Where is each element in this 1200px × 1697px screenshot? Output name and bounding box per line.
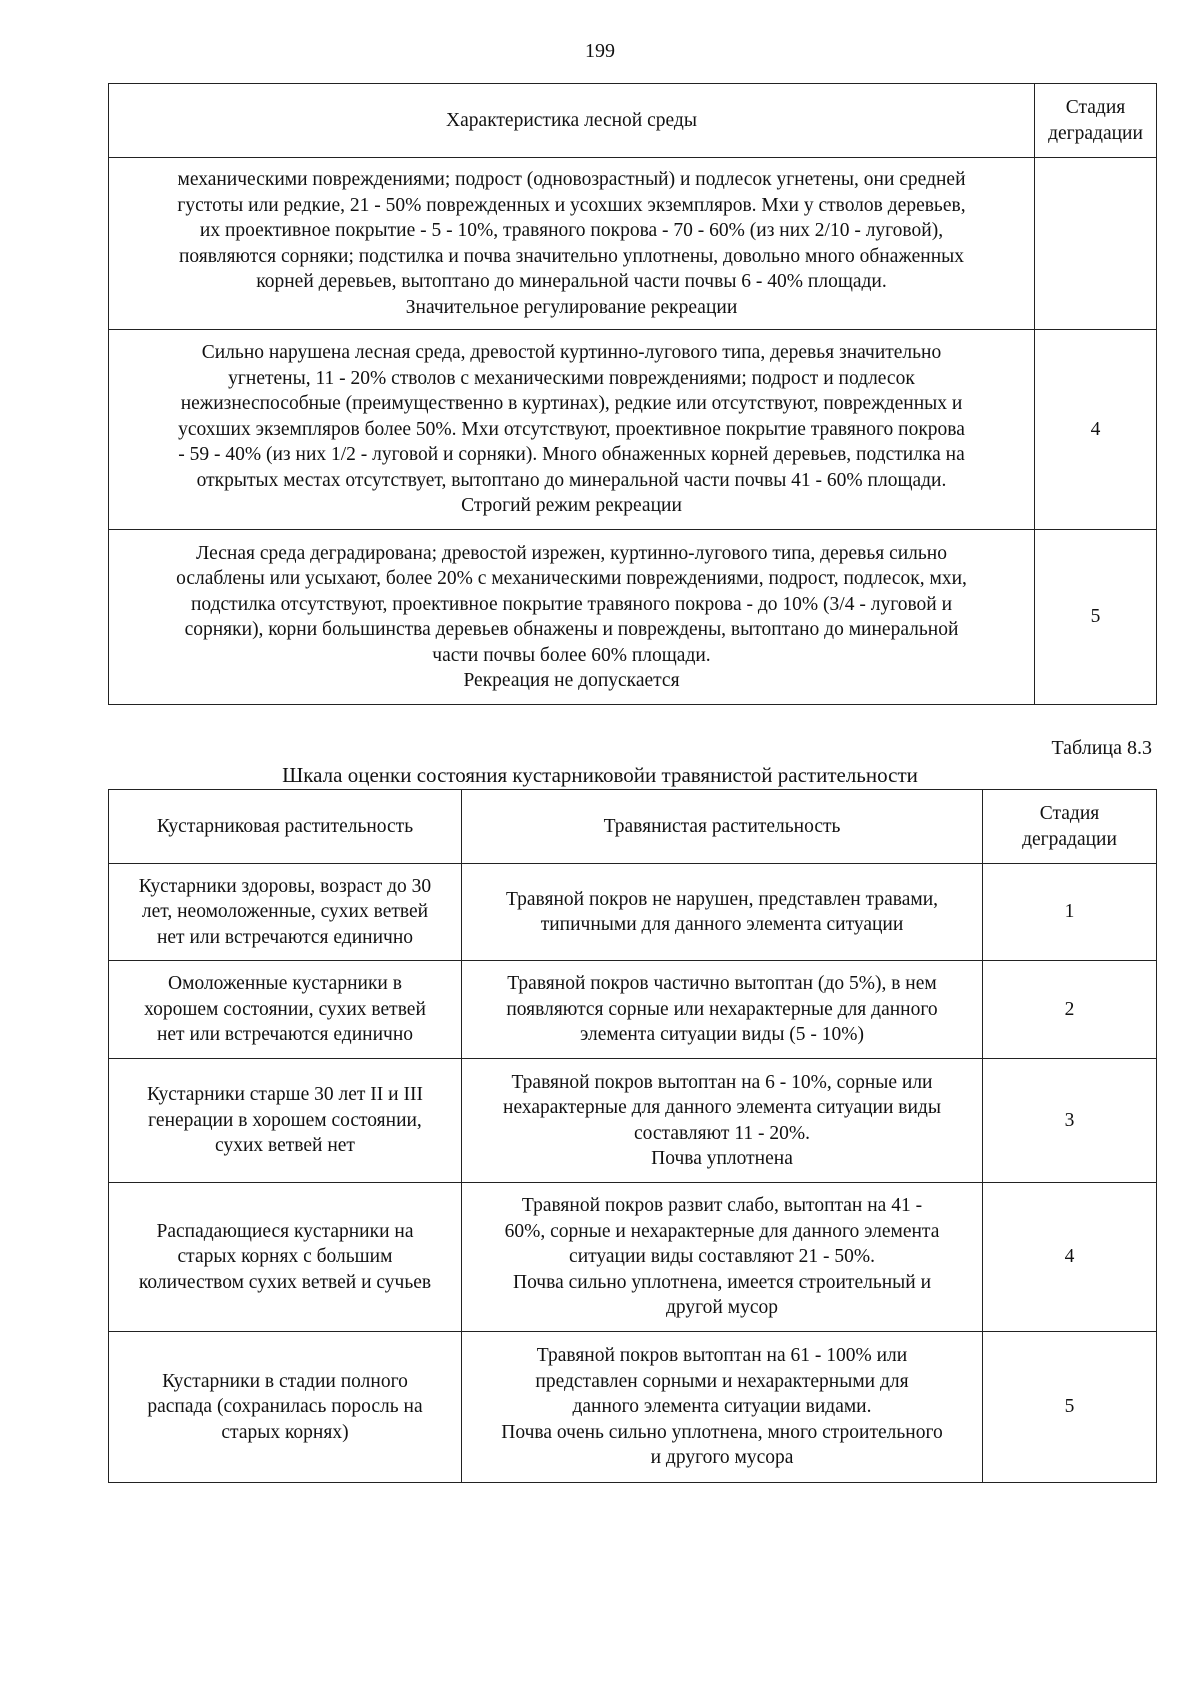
text-line: механическими повреждениями; подрост (одновозрастный) и подлесок угнетены, они средней	[177, 169, 966, 190]
text-line: усохших экземпляров более 50%. Мхи отсутствуют, проективное покрытие травяного покрова	[178, 418, 965, 440]
text-line: появляются сорные или нехарактерные для данного	[506, 998, 938, 1020]
text-line: старых корнях)	[221, 1421, 349, 1443]
text-line: Травяной покров вытоптан на 6 - 10%, сорные или	[511, 1071, 933, 1093]
text-line: - 59 - 40% (из них 1/2 - луговой и сорняки). Много обнаженных корней деревьев, подстилка на	[178, 444, 965, 466]
page-number: 199	[585, 40, 615, 62]
header-line: Стадия	[1065, 97, 1126, 118]
column-header-herb: Травянистая растительность	[462, 790, 983, 864]
header-line: деградации	[1048, 122, 1143, 144]
text-line: Кустарники здоровы, возраст до 30	[138, 875, 432, 897]
column-header-stage	[1035, 84, 1157, 158]
text-line: Почва очень сильно уплотнена, много строительного	[501, 1421, 943, 1443]
text-line: Сильно нарушена лесная среда, древостой куртинно-лугового типа, деревья значительно	[201, 342, 942, 364]
stage-cell: 5	[983, 1332, 1157, 1483]
text-line: нежизнеспособные (преимущественно в куртинах), редкие или отсутствуют, поврежденных и	[180, 393, 963, 415]
text-line: Травяной покров развит слабо, вытоптан на 41 -	[521, 1195, 923, 1217]
text-line: сухих ветвей нет	[215, 1135, 355, 1157]
shrub-cell	[109, 864, 462, 961]
header-line: деградации	[1022, 828, 1117, 850]
column-header-shrub: Кустарниковая растительность	[109, 790, 462, 864]
text-line: подстилка отсутствуют, проективное покрытие травяного покрова - до 10% (3/4 - луговой и	[190, 593, 953, 615]
text-line: ослаблены или усыхают, более 20% с механическими повреждениями, подрост, подлесок, мхи,	[176, 568, 967, 589]
herb-cell	[462, 1332, 983, 1483]
text-line: представлен сорными и нехарактерными для	[535, 1370, 909, 1392]
text-line: старых корнях с большим	[177, 1246, 393, 1268]
shrub-cell	[109, 1332, 462, 1483]
text-line: нет или встречаются единично	[156, 1024, 414, 1046]
text-line: нехарактерные для данного элемента ситуации виды	[503, 1097, 941, 1118]
text-line: Травяной покров вытоптан на 61 - 100% или	[536, 1345, 908, 1367]
table-row	[109, 864, 1157, 961]
text-line: 60%, сорные и нехарактерные для данного элемента	[504, 1220, 940, 1242]
stage-cell: 4	[983, 1183, 1157, 1332]
table-title: Шкала оценки состояния кустарниковойи травянистой растительности	[282, 763, 918, 787]
herb-cell	[462, 864, 983, 961]
text-line: их проективное покрытие - 5 - 10%, травяного покрова - 70 - 60% (из них 2/10 - луговой),	[199, 220, 944, 241]
text-line: открытых местах отсутствует, вытоптано до минеральной части почвы 41 - 60% площади.	[196, 469, 947, 491]
shrub-cell	[109, 961, 462, 1059]
text-line: и другого мусора	[650, 1447, 794, 1469]
stage-cell: 3	[983, 1059, 1157, 1183]
table-row	[109, 1183, 1157, 1332]
table-row	[109, 1332, 1157, 1483]
text-line: типичными для данного элемента ситуации	[540, 914, 904, 935]
table-header-row	[109, 84, 1157, 158]
text-line: Кустарники в стадии полного	[162, 1370, 408, 1392]
text-line: ситуации виды составляют 21 - 50%.	[569, 1246, 875, 1268]
herb-cell	[462, 961, 983, 1059]
table-row	[109, 1059, 1157, 1183]
text-line: Значительное регулирование рекреации	[405, 296, 738, 318]
text-line: Почва уплотнена	[651, 1148, 793, 1169]
text-line: появляются сорняки; подстилка и почва значительно уплотнены, довольно много обнаженных	[178, 245, 964, 267]
table-row	[109, 530, 1157, 705]
text-line: количеством сухих ветвей и сучьев	[138, 1271, 432, 1293]
column-header-characteristic: Характеристика лесной среды	[109, 84, 1035, 158]
text-line: Кустарники старше 30 лет II и III	[147, 1084, 423, 1106]
table-label: Таблица 8.3	[1051, 737, 1152, 759]
text-line: Рекреация не допускается	[463, 670, 680, 691]
text-line: Лесная среда деградирована; древостой изрежен, куртинно-лугового типа, деревья сильно	[196, 542, 947, 564]
text-line: Омоложенные кустарники в	[168, 973, 402, 995]
text-line: элемента ситуации виды (5 - 10%)	[579, 1024, 865, 1046]
stage-cell: 4	[1035, 330, 1157, 530]
text-line: части почвы более 60% площади.	[432, 644, 711, 666]
text-line: составляют 11 - 20%.	[634, 1122, 810, 1144]
shrub-cell	[109, 1183, 462, 1332]
text-line: Распадающиеся кустарники на	[156, 1220, 414, 1242]
stage-cell: 5	[1035, 530, 1157, 705]
herb-cell	[462, 1059, 983, 1183]
shrub-cell	[109, 1059, 462, 1183]
forest-degradation-table	[108, 83, 1157, 705]
text-line: Травяной покров не нарушен, представлен травами,	[505, 888, 939, 910]
text-line: лет, неомоложенные, сухих ветвей	[141, 901, 429, 923]
herb-cell	[462, 1183, 983, 1332]
characteristic-cell	[109, 530, 1035, 705]
column-header-stage	[983, 790, 1157, 864]
text-line: Почва сильно уплотнена, имеется строительный и	[512, 1271, 932, 1293]
text-line: хорошем состоянии, сухих ветвей	[144, 998, 426, 1020]
text-line: Травяной покров частично вытоптан (до 5%), в нем	[507, 973, 937, 995]
table-row	[109, 330, 1157, 530]
text-line: генерации в хорошем состоянии,	[148, 1109, 422, 1131]
stage-cell	[1035, 158, 1157, 330]
text-line: корней деревьев, вытоптано до минеральной части почвы 6 - 40% площади.	[256, 271, 887, 292]
stage-cell: 2	[983, 961, 1157, 1059]
text-line: данного элемента ситуации видами.	[572, 1396, 872, 1418]
vegetation-scale-table	[108, 789, 1157, 1483]
text-line: другой мусор	[666, 1297, 778, 1319]
characteristic-cell	[109, 330, 1035, 530]
characteristic-cell	[109, 158, 1035, 330]
text-line: угнетены, 11 - 20% стволов с механическими повреждениями; подрост и подлесок	[228, 367, 915, 389]
text-line: Строгий режим рекреации	[461, 495, 682, 517]
table-header-row	[109, 790, 1157, 864]
text-line: распада (сохранилась поросль на	[147, 1396, 423, 1418]
text-line: нет или встречаются единично	[156, 926, 414, 948]
table-row	[109, 158, 1157, 330]
stage-cell: 1	[983, 864, 1157, 961]
header-line: Стадия	[1039, 803, 1100, 824]
text-line: сорняки), корни большинства деревьев обнажены и повреждены, вытоптано до минеральной	[184, 619, 959, 640]
table-row	[109, 961, 1157, 1059]
text-line: густоты или редкие, 21 - 50% поврежденных и усохших экземпляров. Мхи у стволов деревьев,	[177, 194, 966, 216]
